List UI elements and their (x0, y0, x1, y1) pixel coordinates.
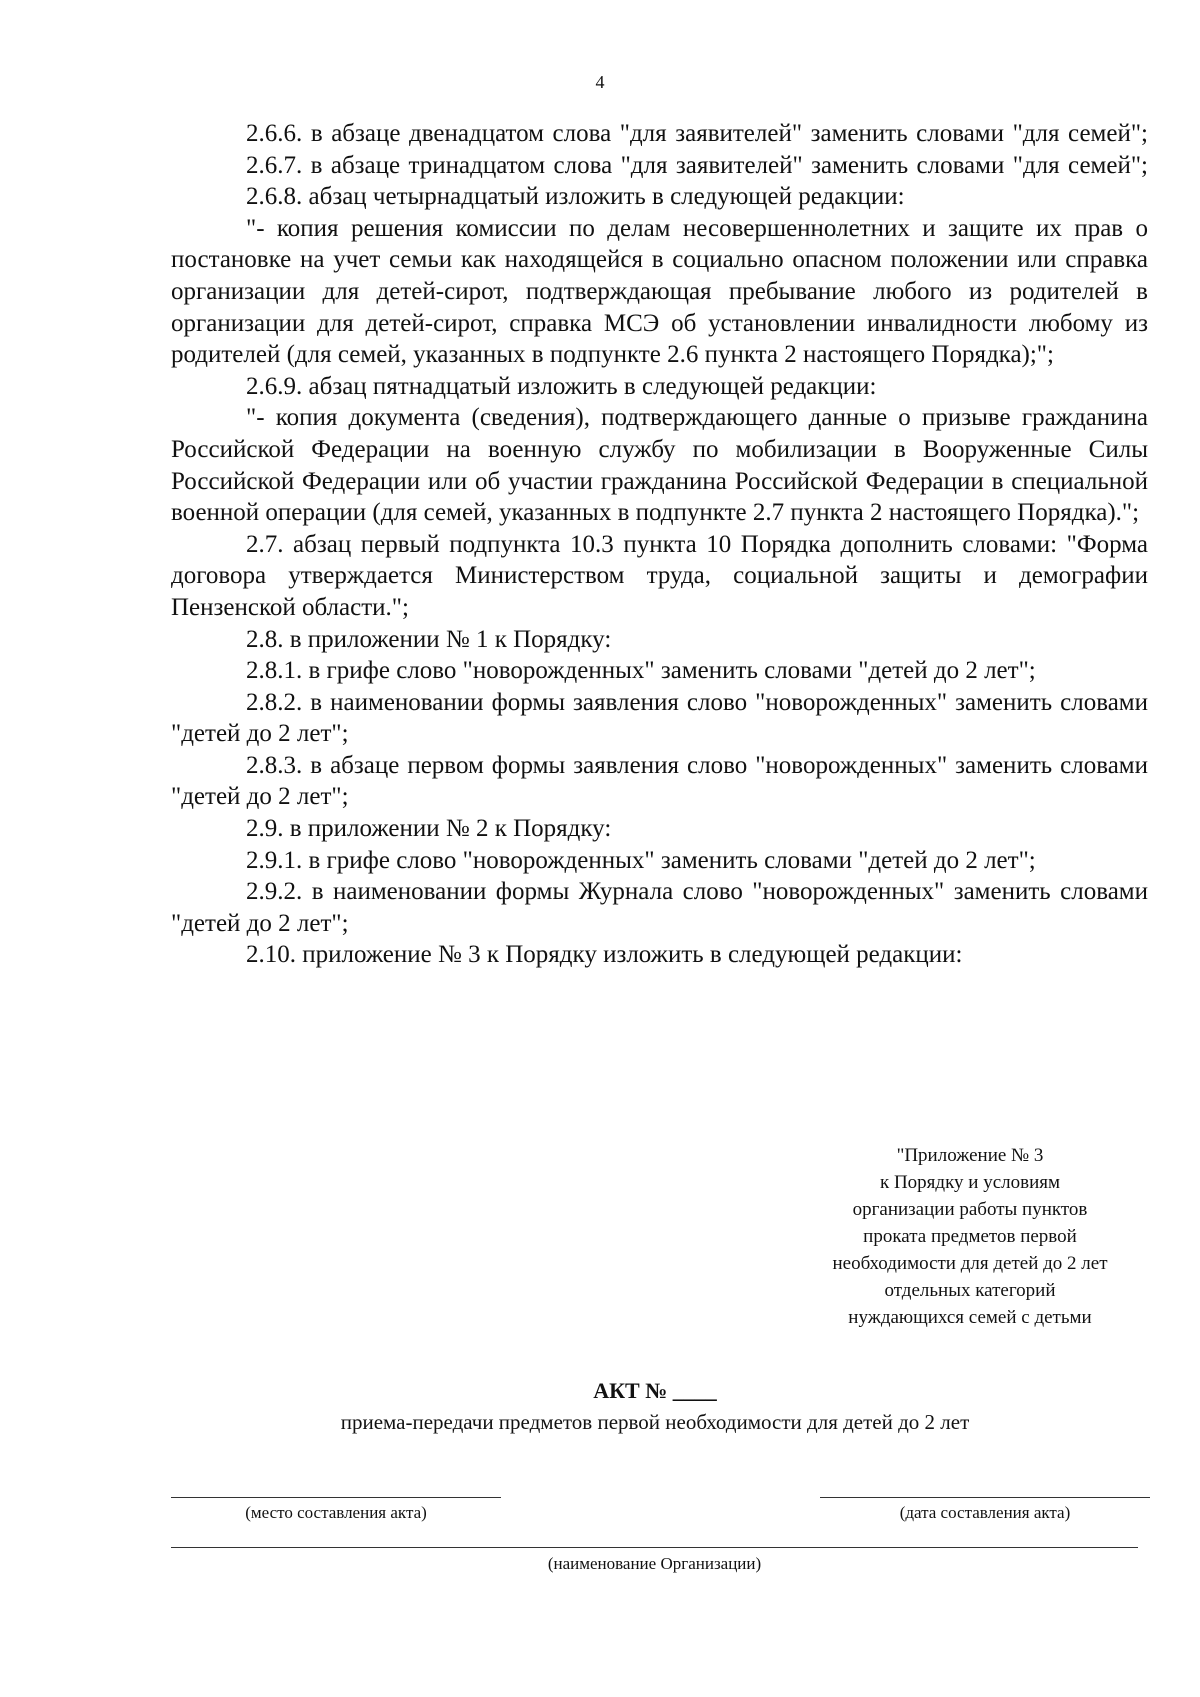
paragraph-2-6-6: 2.6.6. в абзаце двенадцатом слова "для заявителей" заменить словами "для семей"; (246, 120, 1148, 147)
paragraph-2-8: 2.8. в приложении № 1 к Порядку: (246, 625, 612, 653)
page-number: 4 (595, 72, 605, 92)
paragraph-2-6-8: 2.6.8. абзац четырнадцатый изложить в следующей редакции: (246, 183, 905, 211)
paragraph-2-10: 2.10. приложение № 3 к Порядку изложить в следующей редакции: (246, 941, 963, 969)
date-line (820, 1497, 1150, 1498)
paragraph-2-7: 2.7. абзац первый подпункта 10.3 пункта 10 Порядка дополнить словами: "Форма договора утверждается Министерством труда, социальной защиты и демографии Пензенской области."; (171, 530, 1148, 621)
paragraph-2-6-7: 2.6.7. в абзаце тринадцатом слова "для заявителей" заменить словами "для семей"; (246, 151, 1148, 179)
appendix-note-line: "Приложение № 3 (896, 1145, 1044, 1166)
appendix-note-line: к Порядку и условиям (879, 1172, 1061, 1193)
document-body (171, 118, 1148, 971)
paragraph-2-9-1: 2.9.1. в грифе слово "новорожденных" заменить словами "детей до 2 лет"; (246, 846, 1036, 874)
organization-caption: (наименование Организации) (547, 1554, 762, 1573)
paragraph-2-9: 2.9. в приложении № 2 к Порядку: (246, 815, 612, 843)
appendix-note-line: отдельных категорий (884, 1280, 1056, 1301)
paragraph-2-8-2: 2.8.2. в наименовании формы заявления слово "новорожденных" заменить словами "детей до 2 лет"; (171, 688, 1148, 748)
place-line (171, 1497, 501, 1498)
appendix-note-line: нуждающихся семей с детьми (848, 1307, 1092, 1328)
appendix-note-line: необходимости для детей до 2 лет (832, 1253, 1108, 1274)
paragraph-2-8-3: 2.8.3. в абзаце первом формы заявления слово "новорожденных" заменить словами "детей до 2 лет"; (171, 751, 1148, 811)
organization-line (171, 1547, 1138, 1548)
appendix-note (760, 1142, 1180, 1331)
paragraph-2-6-9-quote: "- копия документа (сведения), подтверждающего данные о призыве гражданина Российской Федерации на военную службу по мобилизации в Вооруженные Силы Российской Федерации или об участии гражданина Российской Федерации в специальной военной операции (для семей, указанных в подпункте 2.7 пункта 2 настоящего Порядка)."; (171, 404, 1148, 527)
act-subtitle: приема-передачи предметов первой необходимости для детей до 2 лет (340, 1410, 970, 1434)
paragraph-2-8-1: 2.8.1. в грифе слово "новорожденных" заменить словами "детей до 2 лет"; (246, 657, 1036, 685)
paragraph-2-9-2: 2.9.2. в наименовании формы Журнала слово "новорожденных" заменить словами "детей до 2 лет"; (171, 878, 1148, 937)
paragraph-2-6-8-quote: "- копия решения комиссии по делам несовершеннолетних и защите их прав о постановке на учет семьи как находящейся в социально опасном положении или справка организации для детей-сирот, подтверждающая пребывание любого из родителей в организации для детей-сирот, справка МСЭ об установлении инвалидности любому из родителей (для семей, указанных в подпункте 2.6 пункта 2 настоящего Порядка);"; (171, 214, 1148, 369)
paragraph-2-6-9: 2.6.9. абзац пятнадцатый изложить в следующей редакции: (246, 372, 877, 400)
place-caption: (место составления акта) (245, 1503, 427, 1522)
date-caption: (дата составления акта) (899, 1503, 1071, 1522)
act-title: АКТ № ____ (593, 1378, 717, 1403)
appendix-note-line: организации работы пунктов (852, 1199, 1088, 1220)
appendix-note-line: проката предметов первой (863, 1226, 1077, 1247)
